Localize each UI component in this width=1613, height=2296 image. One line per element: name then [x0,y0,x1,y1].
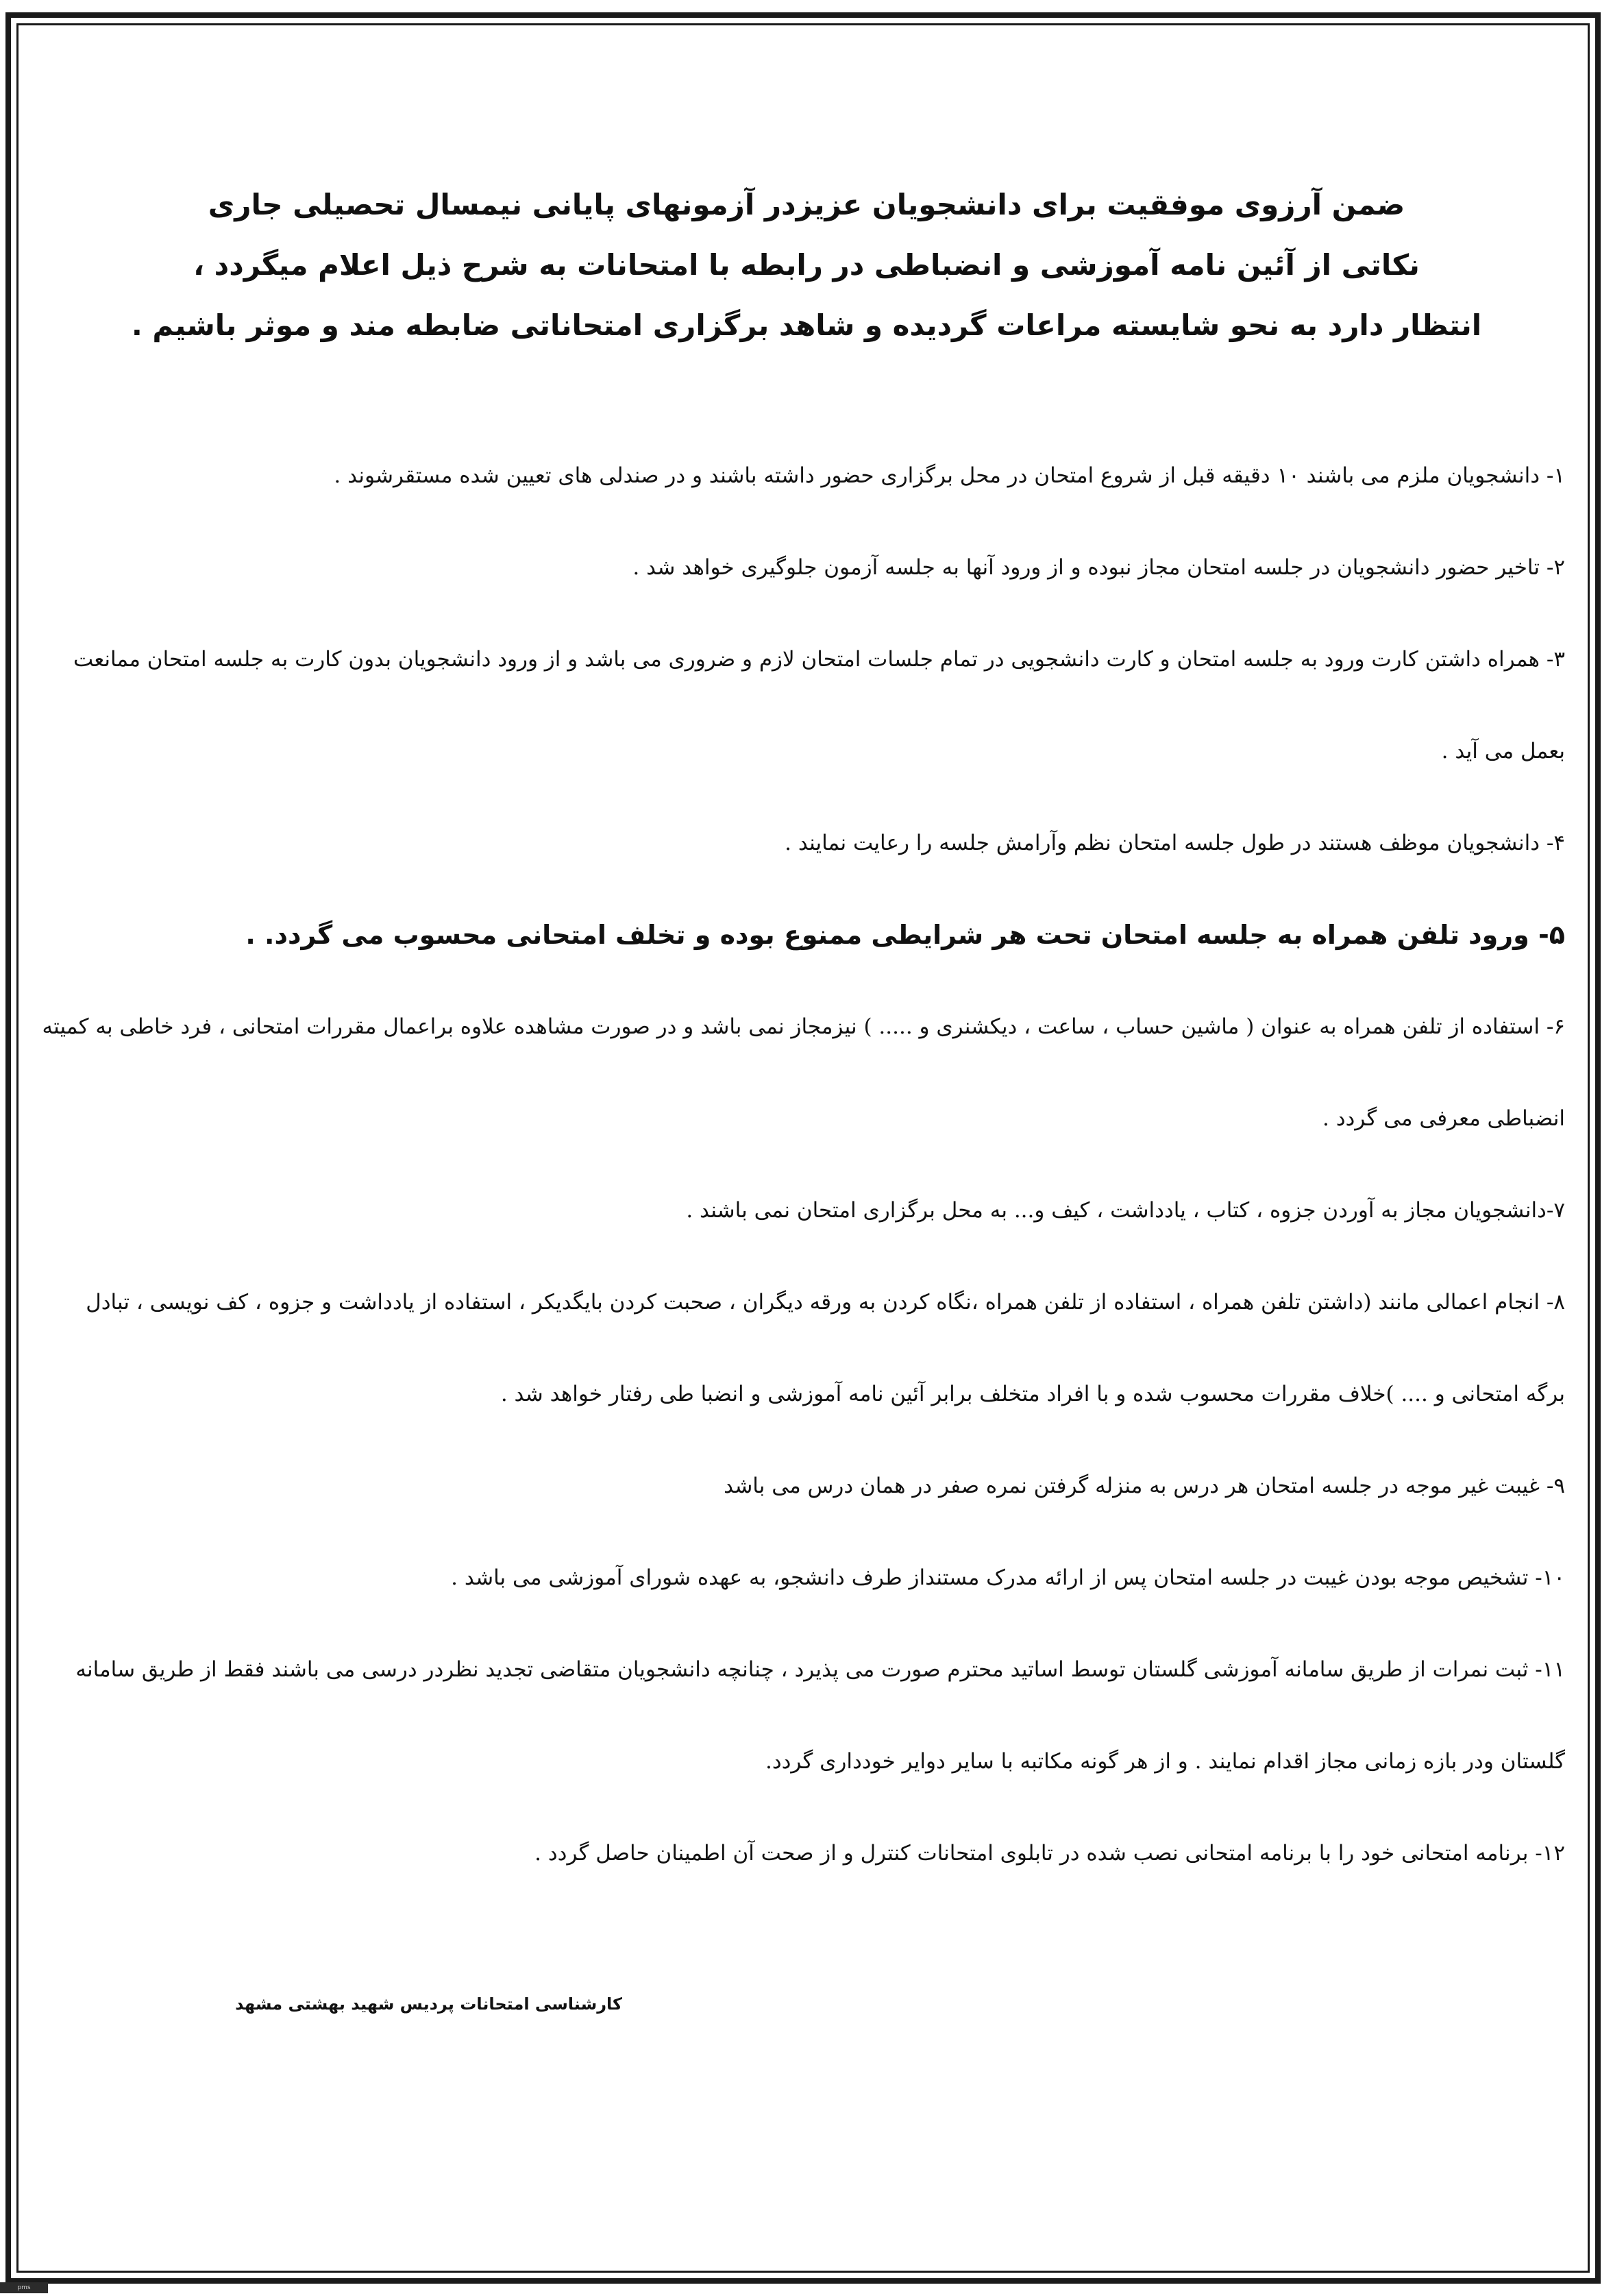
rule-item: ۹- غیبت غیر موجه در جلسه امتحان هر درس به منزله گرفتن نمره صفر در همان درس می باشد [724,1474,1565,1498]
heading-line-3: انتظار دارد به نحو شایسته مراعات گردیده و شاهد برگزاری امتحاناتی ضابطه مند و موثر باشیم . [131,308,1482,342]
rule-item: ۱- دانشجویان ملزم می باشند ۱۰ دقیقه قبل از شروع امتحان در محل برگزاری حضور داشته باشند و در صندلی های تعیین شده مستقرشوند . [334,463,1565,488]
rule-item: ۶- استفاده از تلفن همراه به عنوان ( ماشین حساب ، ساعت ، دیکشنری و ..... ) نیزمجاز نمی باشد و در صورت مشاهده علاوه براعمال مقررات امتحانی ، فرد خاطی به کمیته انضباطی معرفی می گردد . [42,1014,1565,1131]
rule-item: ۷-دانشجویان مجاز به آوردن جزوه ، کتاب ، یادداشت ، کیف و... به محل برگزاری امتحان نمی باشند . [686,1198,1565,1223]
intro-heading [27,175,1586,356]
corner-watermark: pms [0,2282,48,2293]
rules-list [27,430,1586,1899]
heading-line-1: ضمن آرزوی موفقیت برای دانشجویان عزیزدر آزمونهای پایانی نیمسال تحصیلی جاری [208,188,1405,221]
rule-item: ۸- انجام اعمالی مانند (داشتن تلفن همراه ، استفاده از تلفن همراه ،نگاه کردن به ورقه دیگران ، صحبت کردن بایگدیکر ، استفاده از یادداشت و جزوه ، کف نویسی ، تبادل برگه امتحانی و .... )خلاف مقررات محسوب شده و با افراد متخلف برابر آئین نامه آموزشی و انضبا طی رفتار خواهد شد . [86,1290,1565,1406]
rule-item: ۲- تاخیر حضور دانشجویان در جلسه امتحان مجاز نبوده و از ورود آنها به جلسه آزمون جلوگیری خواهد شد . [632,555,1565,580]
rule-item: ۱۲- برنامه امتحانی خود را با برنامه امتحانی نصب شده در تابلوی امتحانات کنترل و از صحت آن اطمینان حاصل گردد . [534,1841,1565,1866]
rule-item: ۱۱- ثبت نمرات از طریق سامانه آموزشی گلستان توسط اساتید محترم صورت می پذیرد ، چنانچه دانشجویان متقاضی تجدید نظردر درسی می باشند فقط از طریق سامانه گلستان ودر بازه زمانی مجاز اقدام نمایند . و از هر گونه مکاتبه با سایر دوایر خودداری گردد. [75,1657,1565,1774]
signature-office: کارشناسی امتحانات پردیس شهید بهشتی مشهد [235,1994,622,2014]
document-body [27,27,1586,1899]
rule-item: ۱۰- تشخیص موجه بودن غیبت در جلسه امتحان پس از ارائه مدرک مستنداز طرف دانشجو، به عهده شورای آموزشی می باشد . [451,1565,1565,1590]
rule-item-phone-ban: ۵- ورود تلفن همراه به جلسه امتحان تحت هر شرایطی ممنوع بوده و تخلف امتحانی محسوب می گردد. . [245,920,1565,950]
rule-item: ۳- همراه داشتن کارت ورود به جلسه امتحان و کارت دانشجویی در تمام جلسات امتحان لازم و ضروری می باشد و از ورود دانشجویان بدون کارت به جلسه امتحان ممانعت بعمل می آید . [73,647,1565,764]
rule-item: ۴- دانشجویان موظف هستند در طول جلسه امتحان نظم وآرامش جلسه را رعایت نمایند . [785,831,1565,855]
heading-line-2: نکاتی از آئین نامه آموزشی و انضباطی در رابطه با امتحانات به شرح ذیل اعلام میگردد ، [193,248,1420,282]
